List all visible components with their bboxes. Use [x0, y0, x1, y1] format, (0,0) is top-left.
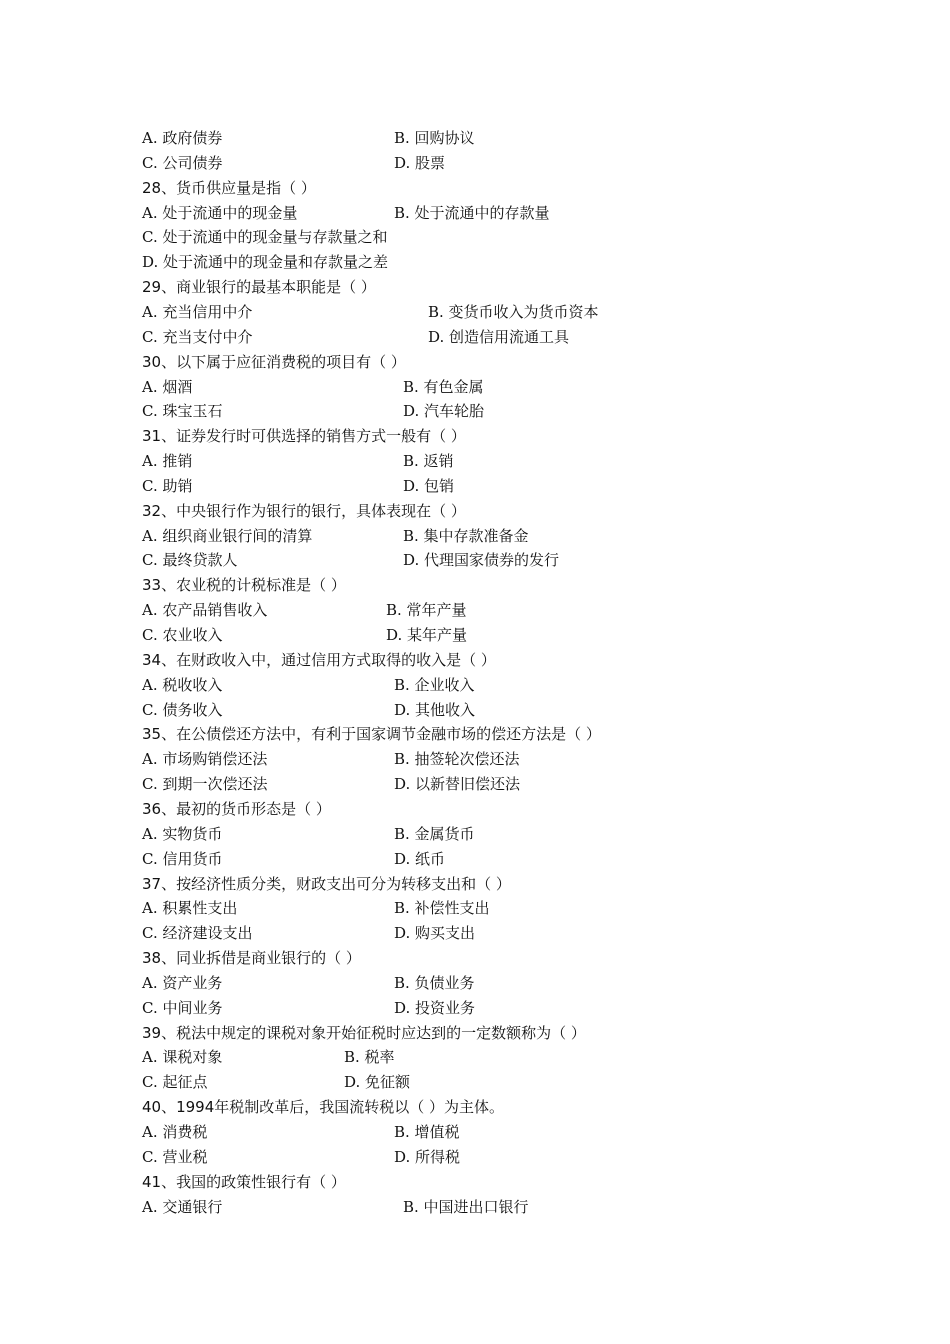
option-item: A. 农产品销售收入 [142, 601, 268, 620]
option-row [142, 1045, 842, 1070]
option-item: C. 中间业务 [142, 998, 223, 1017]
question-text: 34、在财政收入中，通过信用方式取得的收入是（ ） [142, 650, 496, 669]
option-item: C. 充当支付中介 [142, 327, 253, 346]
option-item: C. 珠宝玉石 [142, 402, 223, 421]
option-item: C. 到期一次偿还法 [142, 775, 268, 794]
option-item: A. 充当信用中介 [142, 302, 253, 321]
option-row [142, 151, 842, 176]
option-item: B. 抽签轮次偿还法 [394, 750, 520, 769]
option-item: C. 债务收入 [142, 700, 223, 719]
option-row [142, 300, 842, 325]
option-item: A. 市场购销偿还法 [142, 750, 268, 769]
question-text: 37、按经济性质分类，财政支出可分为转移支出和（ ） [142, 874, 511, 893]
option-item: C. 信用货币 [142, 849, 223, 868]
option-item: B. 处于流通中的存款量 [394, 203, 550, 222]
option-item: C. 农业收入 [142, 626, 223, 644]
option-item: D. 免征额 [344, 1073, 411, 1092]
option-row [142, 673, 842, 698]
option-row [142, 921, 842, 946]
option-row [142, 698, 842, 723]
option-row [142, 524, 842, 549]
option-item: C. 公司债券 [142, 153, 223, 172]
option-item: A. 推销 [142, 452, 193, 471]
question-text: 35、在公债偿还方法中，有利于国家调节金融市场的偿还方法是（ ） [142, 725, 601, 744]
option-item: C. 最终贷款人 [142, 551, 238, 570]
option-item: C. 起征点 [142, 1073, 208, 1092]
question-text: 36、最初的货币形态是（ ） [142, 799, 331, 818]
option-item: A. 消费税 [142, 1123, 208, 1141]
option-item: D. 其他收入 [394, 700, 476, 719]
option-item: D. 某年产量 [386, 626, 468, 644]
option-row [142, 822, 842, 847]
option-item: B. 增值税 [394, 1123, 460, 1141]
option-row [142, 474, 842, 499]
option-item: B. 集中存款准备金 [403, 526, 529, 545]
option-item: D. 所得税 [394, 1147, 461, 1166]
option-item: A. 处于流通中的现金量 [142, 203, 298, 222]
option-item: D. 代理国家债券的发行 [403, 551, 560, 570]
question-text: 31、证券发行时可供选择的销售方式一般有（ ） [142, 427, 466, 446]
option-item: D. 创造信用流通工具 [428, 327, 570, 346]
option-item: D. 包销 [403, 476, 455, 495]
option-row [142, 325, 842, 350]
option-row [142, 126, 842, 151]
option-item: B. 税率 [344, 1048, 395, 1067]
option-row [142, 772, 842, 797]
option-item: A. 政府债券 [142, 129, 223, 147]
option-item: D. 投资业务 [394, 998, 476, 1017]
option-row [142, 598, 842, 623]
option-item: C. 营业税 [142, 1147, 208, 1166]
option-item: C. 助销 [142, 476, 193, 495]
question-text: 29、商业银行的最基本职能是（ ） [142, 278, 376, 297]
option-row [142, 996, 842, 1021]
option-row [142, 548, 842, 573]
option-row [142, 1070, 842, 1095]
option-item: B. 常年产量 [386, 601, 467, 620]
option-item: A. 课税对象 [142, 1048, 223, 1067]
option-item: D. 纸币 [394, 849, 446, 868]
option-item: A. 实物货币 [142, 824, 223, 843]
option-item: A. 交通银行 [142, 1197, 223, 1216]
option-item: D. 以新替旧偿还法 [394, 775, 521, 794]
option-item: B. 中国进出口银行 [403, 1197, 529, 1216]
question-text: 30、以下属于应征消费税的项目有（ ） [142, 352, 406, 371]
option-row [142, 375, 842, 400]
option-item: A. 组织商业银行间的清算 [142, 526, 313, 545]
option-row [142, 1195, 842, 1220]
option-item: B. 回购协议 [394, 129, 475, 147]
option-item: D. 购买支出 [394, 924, 476, 943]
option-item: B. 企业收入 [394, 675, 475, 694]
option-row [142, 449, 842, 474]
question-text: 39、税法中规定的课税对象开始征税时应达到的一定数额称为（ ） [142, 1023, 586, 1042]
option-item: C. 处于流通中的现金量与存款量之和 [142, 228, 388, 247]
question-text: 28、货币供应量是指（ ） [142, 178, 316, 197]
question-text: 38、同业拆借是商业银行的（ ） [142, 949, 361, 968]
option-item: A. 积累性支出 [142, 899, 238, 918]
question-text: 41、我国的政策性银行有（ ） [142, 1172, 346, 1191]
option-item: B. 有色金属 [403, 377, 484, 396]
option-row [142, 1120, 842, 1145]
option-row [142, 623, 842, 648]
option-row [142, 896, 842, 921]
option-item: A. 资产业务 [142, 973, 223, 992]
option-item: B. 返销 [403, 452, 454, 471]
option-item: D. 股票 [394, 153, 446, 172]
option-item: A. 烟酒 [142, 377, 193, 396]
option-row [142, 1145, 842, 1170]
option-item: B. 补偿性支出 [394, 899, 490, 918]
option-item: B. 负债业务 [394, 973, 475, 992]
question-text: 40、1994年税制改革后，我国流转税以（ ）为主体。 [142, 1098, 505, 1117]
option-item: C. 经济建设支出 [142, 924, 253, 943]
option-row [142, 747, 842, 772]
option-row [142, 847, 842, 872]
option-item: D. 汽车轮胎 [403, 402, 485, 421]
option-item: A. 税收收入 [142, 675, 223, 694]
option-row [142, 225, 842, 250]
option-item: B. 变货币收入为货币资本 [428, 302, 599, 321]
option-item: D. 处于流通中的现金量和存款量之差 [142, 253, 389, 272]
question-text: 32、中央银行作为银行的银行，具体表现在（ ） [142, 501, 466, 520]
option-row [142, 971, 842, 996]
option-row [142, 201, 842, 226]
option-row [142, 399, 842, 424]
question-text: 33、农业税的计税标准是（ ） [142, 576, 346, 595]
option-item: B. 金属货币 [394, 824, 475, 843]
option-row [142, 250, 842, 275]
